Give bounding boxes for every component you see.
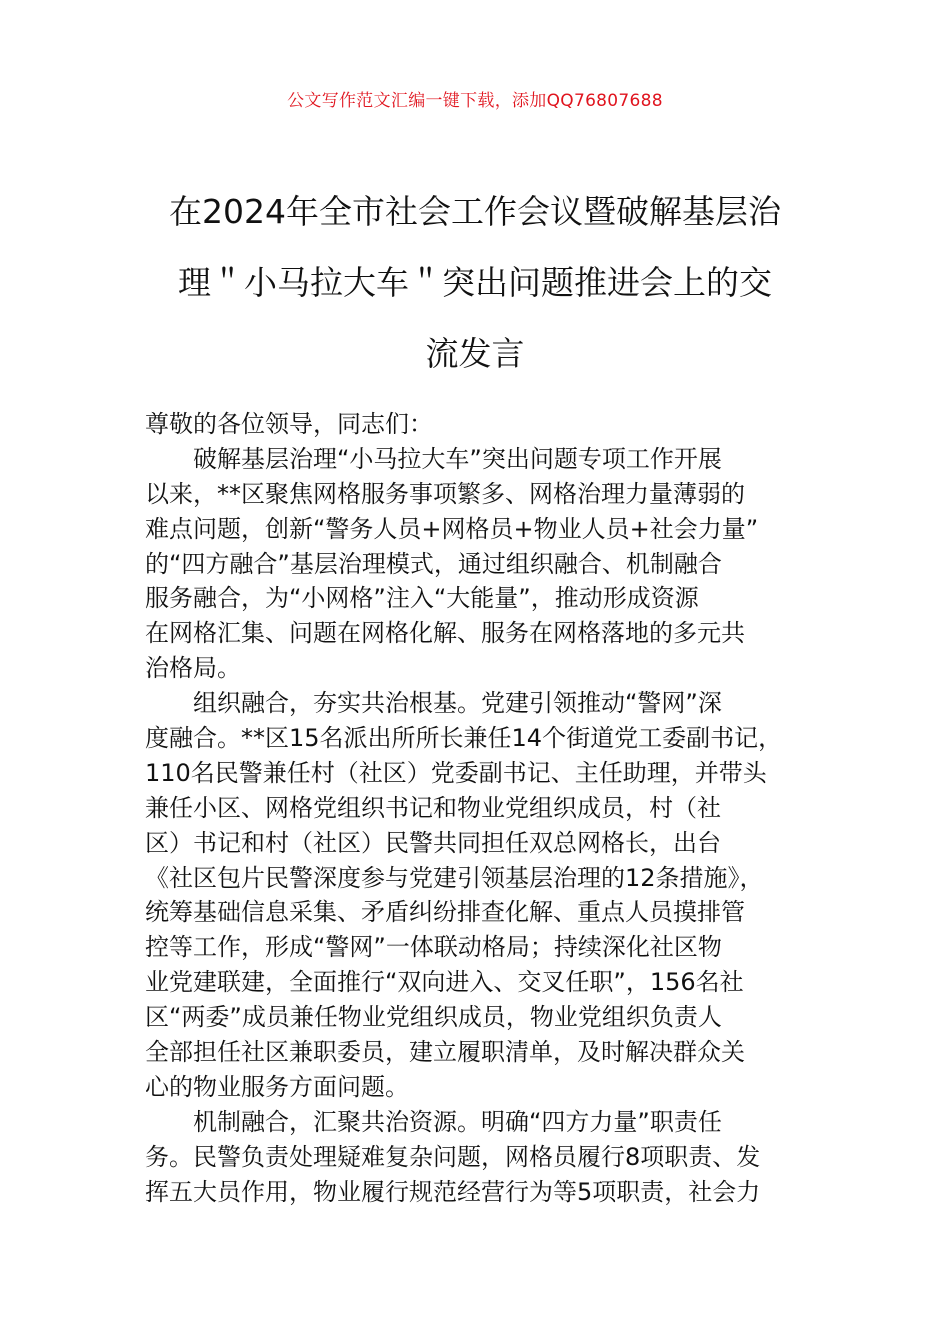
paragraph-line: 在网格汇集、问题在网格化解、服务在网格落地的多元共 xyxy=(145,619,745,648)
paragraph-line: 治格局。 xyxy=(145,654,241,683)
paragraph-line: 《社区包片民警深度参与党建引领基层治理的12条措施》， xyxy=(145,863,764,892)
title-line: 在2024年全市社会工作会议暨破解基层治 xyxy=(169,192,781,231)
salutation: 尊敬的各位领导，同志们： xyxy=(145,410,433,438)
paragraph-line: 难点问题，创新“警务人员+网格员+物业人员+社会力量” xyxy=(145,514,759,543)
paragraph-line: 服务融合，为“小网格”注入“大能量”，推动形成资源 xyxy=(145,584,699,613)
document-body xyxy=(145,407,810,1209)
paragraph-line: 110名民警兼任村（社区）党委副书记、主任助理，并带头 xyxy=(145,758,767,787)
document-title xyxy=(140,176,810,389)
paragraph-line: 全部担任社区兼职委员，建立履职清单，及时解决群众关 xyxy=(145,1038,745,1067)
paragraph-line: 区“两委”成员兼任物业党组织成员，物业党组织负责人 xyxy=(145,1003,722,1032)
paragraph-line: 度融合。**区15名派出所所长兼任14个街道党工委副书记， xyxy=(145,724,783,753)
paragraph-line: 心的物业服务方面问题。 xyxy=(145,1072,409,1101)
paragraph-line: 控等工作，形成“警网”一体联动格局；持续深化社区物 xyxy=(145,933,722,962)
paragraph-line: 统筹基础信息采集、矛盾纠纷排查化解、重点人员摸排管 xyxy=(145,898,745,927)
title-line: 流发言 xyxy=(425,334,525,373)
paragraph-line: 务。民警负责处理疑难复杂问题，网格员履行8项职责、发 xyxy=(145,1142,761,1171)
download-banner: 公文写作范文汇编一键下载，添加QQ76807688 xyxy=(287,91,663,111)
paragraph-line: 以来，**区聚焦网格服务事项繁多、网格治理力量薄弱的 xyxy=(145,479,745,508)
paragraph-line: 区）书记和村（社区）民警共同担任双总网格长，出台 xyxy=(145,828,721,857)
paragraph-line: 机制融合，汇聚共治资源。明确“四方力量”职责任 xyxy=(193,1107,722,1136)
paragraph-line: 业党建联建，全面推行“双向进入、交叉任职”，156名社 xyxy=(145,968,744,997)
title-line: 理＂小马拉大车＂突出问题推进会上的交 xyxy=(178,263,772,302)
paragraph-line: 组织融合，夯实共治根基。党建引领推动“警网”深 xyxy=(193,689,722,718)
paragraph-line: 挥五大员作用，物业履行规范经营行为等5项职责，社会力 xyxy=(145,1177,761,1206)
paragraph-line: 的“四方融合”基层治理模式，通过组织融合、机制融合 xyxy=(145,549,722,578)
paragraph-line: 破解基层治理“小马拉大车”突出问题专项工作开展 xyxy=(193,444,722,473)
paragraph-line: 兼任小区、网格党组织书记和物业党组织成员，村（社 xyxy=(145,793,721,822)
